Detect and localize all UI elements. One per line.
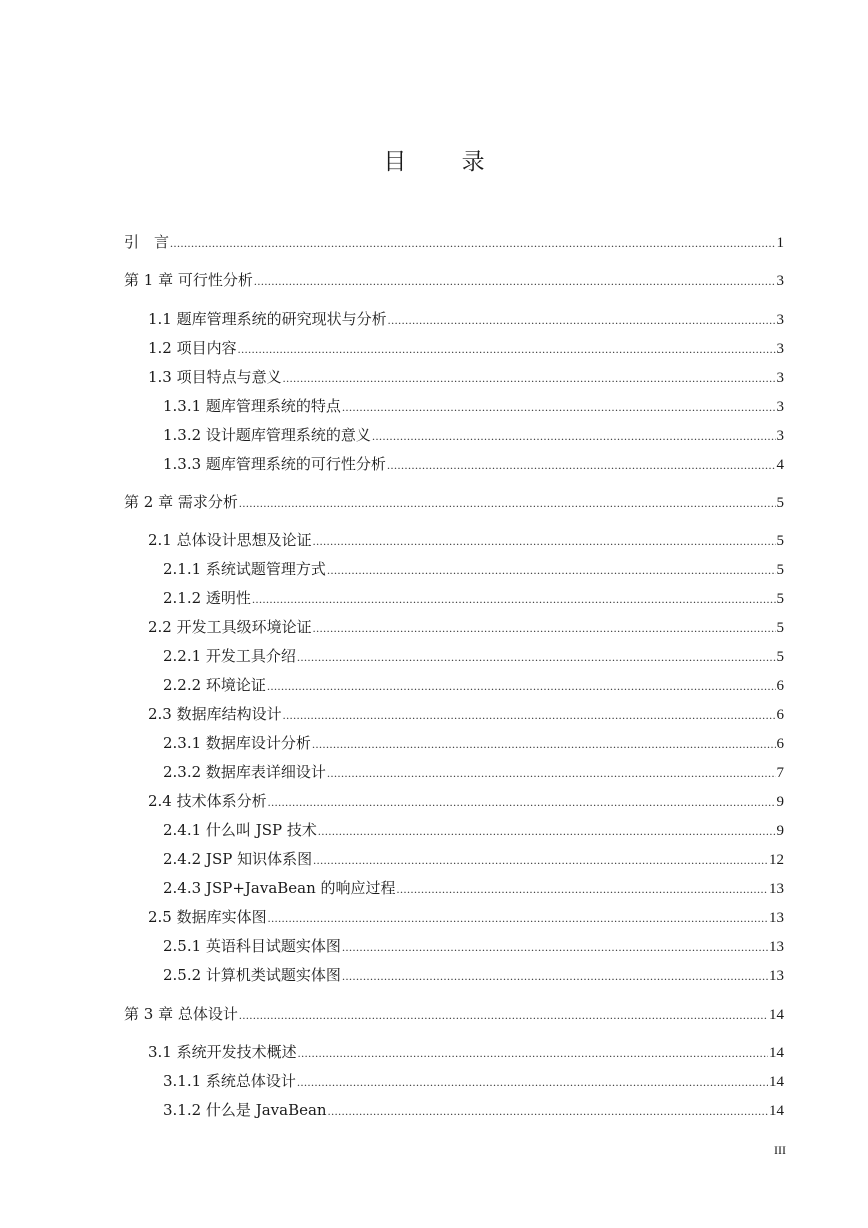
toc-entry-subsection[interactable] <box>163 965 784 985</box>
dot-leader <box>239 1005 768 1025</box>
toc-entry-label: 2.4.1 什么叫 JSP 技术 <box>163 821 317 839</box>
dot-leader <box>297 647 776 667</box>
dot-leader <box>283 368 776 388</box>
toc-entry-page: 6 <box>776 736 784 752</box>
dot-leader <box>328 1101 768 1121</box>
toc-entry-chapter-3[interactable] <box>124 1004 784 1024</box>
toc-entry-label: 2.5 数据库实体图 <box>148 908 267 926</box>
toc-entry-label: 2.3.2 数据库表详细设计 <box>163 763 326 781</box>
toc-entry-section[interactable] <box>148 1042 784 1062</box>
dot-leader <box>254 271 776 291</box>
dot-leader <box>238 339 776 359</box>
toc-entry-page: 5 <box>776 620 784 636</box>
toc-entry-subsection[interactable] <box>163 646 784 666</box>
toc-entry-subsection[interactable] <box>163 849 784 869</box>
dot-leader <box>342 397 776 417</box>
dot-leader <box>372 426 776 446</box>
toc-entry-section[interactable] <box>148 309 784 329</box>
toc-entry-label: 3.1.1 系统总体设计 <box>163 1072 296 1090</box>
toc-entry-intro[interactable] <box>124 232 784 252</box>
toc-entry-page: 14 <box>769 1045 784 1061</box>
toc-entry-label: 1.3 项目特点与意义 <box>148 368 282 386</box>
toc-entry-section[interactable] <box>148 530 784 550</box>
toc-entry-label: 2.1 总体设计思想及论证 <box>148 531 312 549</box>
toc-entry-label: 2.4.3 JSP+JavaBean 的响应过程 <box>163 879 396 897</box>
toc-entry-subsection[interactable] <box>163 936 784 956</box>
toc-entry-section[interactable] <box>148 367 784 387</box>
toc-entry-page: 5 <box>776 495 784 511</box>
toc-entry-label: 引 言 <box>124 233 170 251</box>
toc-entry-label: 1.1 题库管理系统的研究现状与分析 <box>148 310 387 328</box>
dot-leader <box>387 455 776 475</box>
toc-entry-label: 2.1.2 透明性 <box>163 589 251 607</box>
toc-entry-subsection[interactable] <box>163 425 784 445</box>
toc-entry-subsection[interactable] <box>163 878 784 898</box>
toc-entry-page: 6 <box>776 707 784 723</box>
toc-entry-subsection[interactable] <box>163 675 784 695</box>
toc-entry-label: 1.3.2 设计题库管理系统的意义 <box>163 426 371 444</box>
dot-leader <box>397 879 768 899</box>
toc-entry-page: 14 <box>769 1007 784 1023</box>
toc-entry-page: 13 <box>769 968 784 984</box>
dot-leader <box>297 1072 768 1092</box>
toc-entry-chapter-2[interactable] <box>124 492 784 512</box>
toc-entry-label: 2.2.2 环境论证 <box>163 676 266 694</box>
toc-entry-label: 2.4.2 JSP 知识体系图 <box>163 850 313 868</box>
toc-entry-page: 5 <box>776 562 784 578</box>
toc-entry-subsection[interactable] <box>163 396 784 416</box>
dot-leader <box>268 908 768 928</box>
dot-leader <box>252 589 776 609</box>
dot-leader <box>298 1043 768 1063</box>
toc-entry-label: 第 3 章 总体设计 <box>124 1005 238 1023</box>
toc-entry-subsection[interactable] <box>163 1071 784 1091</box>
toc-entry-label: 2.3 数据库结构设计 <box>148 705 282 723</box>
dot-leader <box>283 705 776 725</box>
toc-entry-page: 5 <box>776 591 784 607</box>
toc-entry-page: 13 <box>769 910 784 926</box>
toc-entry-section[interactable] <box>148 338 784 358</box>
dot-leader <box>313 618 776 638</box>
toc-entry-label: 2.1.1 系统试题管理方式 <box>163 560 326 578</box>
toc-entry-page: 4 <box>776 457 784 473</box>
toc-entry-label: 2.4 技术体系分析 <box>148 792 267 810</box>
toc-entry-section[interactable] <box>148 617 784 637</box>
toc-entry-page: 3 <box>776 273 784 289</box>
toc-entry-subsection[interactable] <box>163 588 784 608</box>
toc-entry-page: 14 <box>769 1074 784 1090</box>
toc-entry-page: 1 <box>776 235 784 251</box>
toc-entry-subsection[interactable] <box>163 454 784 474</box>
toc-entry-label: 第 1 章 可行性分析 <box>124 271 253 289</box>
dot-leader <box>342 966 768 986</box>
toc-entry-subsection[interactable] <box>163 820 784 840</box>
toc-entry-page: 5 <box>776 533 784 549</box>
toc-entry-subsection[interactable] <box>163 1100 784 1120</box>
toc-entry-label: 3.1.2 什么是 JavaBean <box>163 1101 327 1119</box>
toc-entry-page: 12 <box>769 852 784 868</box>
toc-entry-subsection[interactable] <box>163 559 784 579</box>
toc-entry-page: 7 <box>776 765 784 781</box>
dot-leader <box>327 560 776 580</box>
toc-entry-page: 6 <box>776 678 784 694</box>
toc-entry-page: 3 <box>776 341 784 357</box>
toc-entry-label: 3.1 系统开发技术概述 <box>148 1043 297 1061</box>
toc-entry-section[interactable] <box>148 907 784 927</box>
toc-entry-page: 3 <box>776 312 784 328</box>
dot-leader <box>239 493 776 513</box>
toc-entry-subsection[interactable] <box>163 733 784 753</box>
dot-leader <box>318 821 776 841</box>
dot-leader <box>388 310 776 330</box>
toc-entry-page: 3 <box>776 370 784 386</box>
toc-entry-label: 2.2 开发工具级环境论证 <box>148 618 312 636</box>
toc-entry-page: 14 <box>769 1103 784 1119</box>
dot-leader <box>313 531 776 551</box>
toc-entry-label: 1.3.1 题库管理系统的特点 <box>163 397 341 415</box>
dot-leader <box>313 850 768 870</box>
toc-entry-label: 2.3.1 数据库设计分析 <box>163 734 311 752</box>
toc-entry-page: 13 <box>769 939 784 955</box>
dot-leader <box>342 937 768 957</box>
dot-leader <box>170 233 775 253</box>
toc-entry-section[interactable] <box>148 704 784 724</box>
toc-entry-page: 5 <box>776 649 784 665</box>
toc-entry-page: 3 <box>776 399 784 415</box>
toc-entry-label: 2.5.1 英语科目试题实体图 <box>163 937 341 955</box>
dot-leader <box>327 763 776 783</box>
toc-title: 目 录 <box>383 149 509 175</box>
toc-entry-label: 1.2 项目内容 <box>148 339 237 357</box>
page-number: III <box>774 1143 786 1157</box>
toc-entry-label: 1.3.3 题库管理系统的可行性分析 <box>163 455 386 473</box>
toc-entry-subsection[interactable] <box>163 762 784 782</box>
toc-entry-page: 9 <box>776 794 784 810</box>
toc-entry-page: 3 <box>776 428 784 444</box>
dot-leader <box>312 734 776 754</box>
dot-leader <box>268 792 776 812</box>
toc-entry-chapter-1[interactable] <box>124 270 784 290</box>
toc-entry-label: 第 2 章 需求分析 <box>124 493 238 511</box>
toc-entry-page: 13 <box>769 881 784 897</box>
toc-entry-page: 9 <box>776 823 784 839</box>
toc-entry-label: 2.5.2 计算机类试题实体图 <box>163 966 341 984</box>
dot-leader <box>267 676 776 696</box>
toc-entry-label: 2.2.1 开发工具介绍 <box>163 647 296 665</box>
toc-entry-section[interactable] <box>148 791 784 811</box>
